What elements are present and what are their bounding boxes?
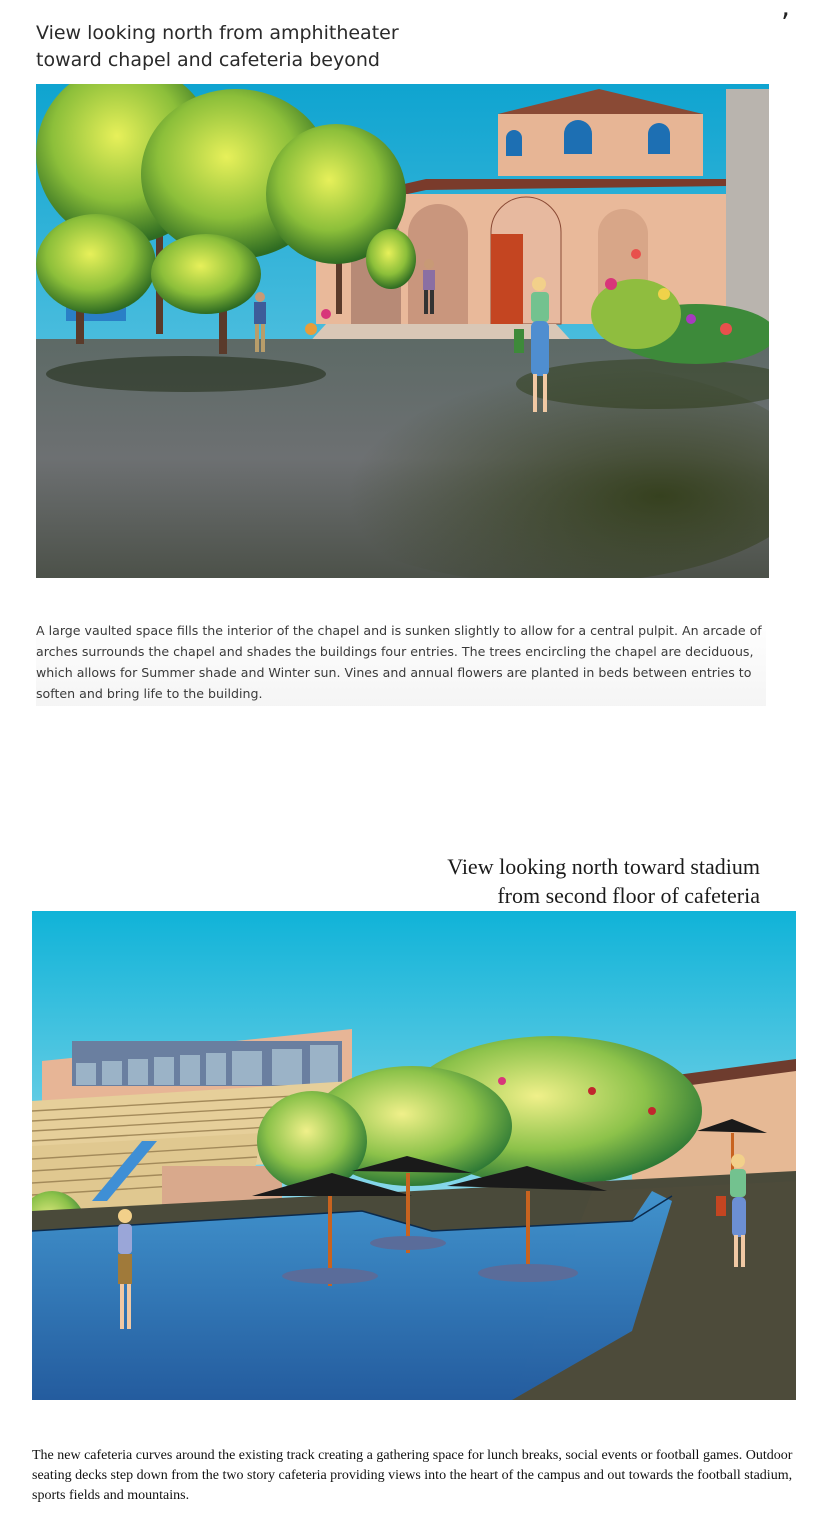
- chapel-view-title-line2: toward chapel and cafeteria beyond: [36, 49, 380, 71]
- stadium-rendering: [32, 911, 796, 1400]
- stadium-view-title-line1: View looking north toward stadium: [447, 854, 760, 879]
- chapel-view-title: [36, 20, 556, 74]
- stadium-view-title-line2: from second floor of cafeteria: [497, 883, 760, 908]
- chapel-rendering: [36, 84, 769, 578]
- chapel-view-title-line1: View looking north from amphitheater: [36, 22, 399, 44]
- drum-window: [648, 123, 670, 154]
- chapel-door: [491, 234, 523, 324]
- drum-window: [564, 120, 592, 154]
- cafeteria-caption: The new cafeteria curves around the existing track creating a gathering space for lunch breaks, social events or football games. Outdoor seating decks step down from the two story cafeteria providing views into the heart of the campus and out towards the football stadium, sports fields and mountains.: [32, 1448, 793, 1503]
- stadium-view-title: [320, 852, 760, 910]
- gray-building: [726, 89, 769, 329]
- arch: [408, 204, 468, 324]
- chapel-caption: A large vaulted space fills the interior of the chapel and is sunken slightly to allow for a central pulpit. An arcade of arches surrounds the chapel and shades the buildings four entries. The trees encircling the chapel are deciduous, which allows for Summer shade and Winter sun. Vines and annual flowers are planted in beds between entries to soften and bring life to the building.: [36, 618, 766, 706]
- corner-mark: ,: [781, 0, 790, 23]
- drum-window: [506, 130, 522, 156]
- chapel-drum: [498, 114, 703, 176]
